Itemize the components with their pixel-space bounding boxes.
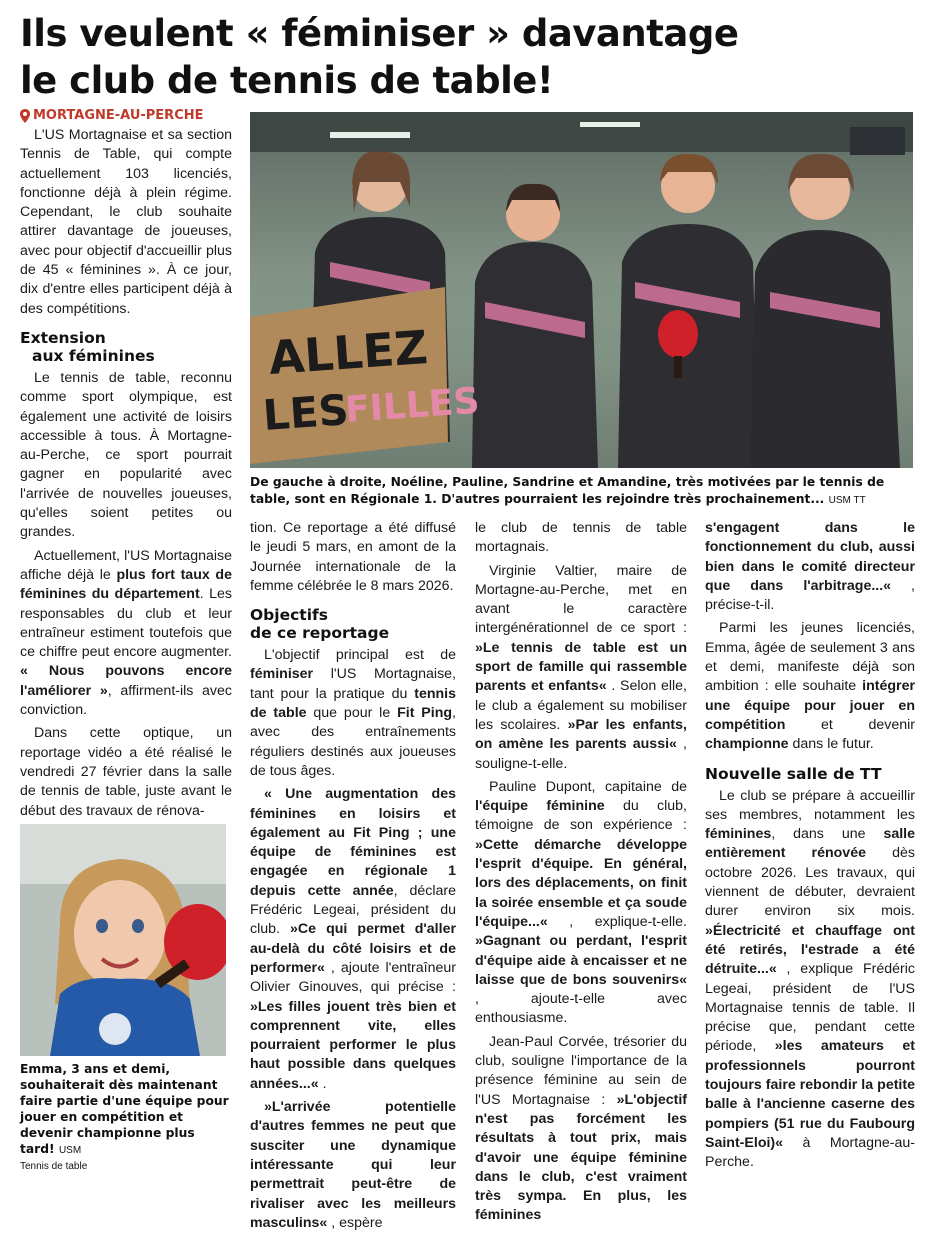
text-bold: championne bbox=[705, 736, 789, 753]
text-span: , déclare Frédéric Legeai, président du club. bbox=[250, 882, 456, 938]
subheading-objectifs-line2: de ce reportage bbox=[250, 624, 390, 643]
quote-bold: »Électricité et chauffage ont été retirés, l'estrade a été détruite...« bbox=[705, 922, 915, 978]
subheading-objectifs bbox=[250, 606, 456, 642]
paragraph-valtier bbox=[475, 562, 687, 774]
sign-text-filles: FILLES bbox=[343, 380, 481, 431]
headline bbox=[20, 10, 920, 104]
text-bold: l'équipe féminine bbox=[475, 798, 605, 815]
text-span: , avec des entraînements réguliers destinés aux joueuses de tous âges. bbox=[250, 705, 456, 779]
text-span: L'objectif principal est de bbox=[264, 647, 456, 664]
paragraph-reportage-end: tion. Ce reportage a été diffusé le jeudi 5 mars, en amont de la Journée internationale de la femme célébrée le 8 mars 2026. bbox=[250, 520, 456, 594]
text-span: , ajoute-t-elle avec enthousiasme. bbox=[475, 991, 687, 1027]
text-span: l'US Mortagnaise, tant pour la pratique du bbox=[250, 666, 456, 702]
paragraph-taux bbox=[20, 547, 232, 721]
quote-bold: »les amateurs et professionnels pourront toujours faire rebondir la petite balle à l'ancienne caserne des pompiers (51 rue du Faubourg Saint-Eloi)« bbox=[705, 1038, 916, 1151]
location-pin-icon bbox=[20, 109, 30, 123]
quote-bold: »Gagnant ou perdant, l'esprit d'équipe aide à encaisser et ne laisse que de bons souvenirs« bbox=[475, 933, 687, 988]
location-tag bbox=[20, 108, 204, 123]
emma-photo-caption bbox=[20, 1061, 230, 1175]
team-photo-caption-text: De gauche à droite, Noéline, Pauline, Sandrine et Amandine, très motivées par le tennis de table, sont en Régionale 1. D'autres pourraient les rejoindre très prochainement... bbox=[250, 475, 885, 506]
location-label: MORTAGNE-AU-PERCHE bbox=[33, 108, 204, 123]
subheading-extension-line2: aux féminines bbox=[32, 346, 155, 365]
text-span: , explique Frédéric Legeai, président de l'US Mortagnaise tennis de table. Il précise que, pendant cette période, bbox=[705, 961, 915, 1055]
paragraph-dupont bbox=[475, 778, 687, 1029]
paragraph-reportage-start: Dans cette optique, un reportage vidéo a été réalisé le vendredi 27 février dans la salle de tennis de table, juste avant le début des travaux de rénova- bbox=[20, 725, 232, 819]
paragraph-objectif bbox=[250, 646, 456, 781]
text-span: que pour le bbox=[306, 705, 398, 722]
subheading-extension bbox=[20, 329, 232, 365]
text-span: Parmi les jeunes licenciés, Emma, âgée de seulement 3 ans et demi, manifeste déjà son ambition : elle souhaite bbox=[705, 620, 915, 695]
team-photo-caption bbox=[250, 474, 915, 509]
emma-credit-a: USM bbox=[58, 1145, 82, 1156]
quote-bold: »L'arrivée potentielle d'autres femmes ne peut que susciter une dynamique intéressante qui leur permettrait peut-être de rivaliser avec les meilleurs masculins« bbox=[250, 1099, 456, 1231]
text-span: , ajoute l'entraîneur Olivier Ginouves, qui précise : bbox=[250, 959, 456, 996]
team-photo bbox=[250, 112, 913, 468]
quote-bold: »Le tennis de table est un sport de famille qui rassemble parents et enfants« bbox=[475, 639, 687, 695]
article-column-3 bbox=[475, 519, 687, 1230]
text-bold: féminiser bbox=[250, 666, 314, 683]
quote-bold: »Par les enfants, on amène les parents aussi« bbox=[475, 716, 687, 753]
quote-bold: »Les filles jouent très bien et comprennent vite, elles pourraient performer le plus haut possible dans quelques années...« bbox=[250, 998, 456, 1092]
text-span: Actuellement, l'US Mortagnaise affiche déjà le bbox=[20, 547, 232, 583]
quote-bold: « Une augmentation des féminines en loisirs et également au Fit Ping ; une équipe de féminines est engagée en régionale 1 depuis cette année bbox=[250, 786, 456, 899]
text-span: . bbox=[318, 1075, 327, 1092]
quote-bold: »Cette démarche développe l'esprit d'équipe. En général, lors des déplacements, on finit la soirée ensemble et ça soude l'équipe...« bbox=[475, 836, 687, 930]
text-span: Jean-Paul Corvée, trésorier du club, souligne l'importance de la présence féminine au sein de l'US Mortagnaise : bbox=[475, 1033, 687, 1108]
paragraph-corvee-end bbox=[705, 519, 915, 615]
text-span: , précise-t-il. bbox=[705, 577, 915, 614]
text-span: , dans une bbox=[771, 826, 884, 843]
text-span: , souligne-t-elle. bbox=[475, 736, 687, 772]
paragraph-olympic: Le tennis de table, reconnu comme sport olympique, est également une activité de loisirs accessible à tous. À Mortagne-au-Perche, ce sport pourrait gagner en popularité avec l'arrivée de nouvelles joueuses, qu'elles soient petites ou grandes. bbox=[20, 369, 232, 541]
subheading-extension-line1: Extension bbox=[20, 328, 106, 347]
text-span: . Les responsables du club et leur entraîneur estiment toutefois que ce chiffre peut encore augmenter. bbox=[20, 586, 232, 661]
text-span: du club, témoigne de son expérience : bbox=[475, 798, 687, 834]
quote-bold: »Ce qui permet d'aller au-delà du côté loisirs et de performer« bbox=[250, 921, 456, 976]
subheading-objectifs-line1: Objectifs bbox=[250, 606, 328, 625]
team-photo-credit: USM TT bbox=[828, 495, 866, 506]
quote-bold: s'engagent dans le fonctionnement du club, aussi bien dans le comité directeur que dans l'arbitrage...« bbox=[705, 520, 915, 594]
paragraph-salle bbox=[705, 787, 915, 1173]
text-bold: plus fort taux de féminines du département bbox=[20, 566, 232, 603]
quote-bold: »L'objectif n'est pas forcément les résultats à tout prix, mais d'avoir une équipe féminine dans le club, c'est vraiment très sympa. En plus, les féminines bbox=[475, 1091, 687, 1224]
text-bold: Fit Ping bbox=[397, 705, 453, 722]
paragraph-corvee bbox=[475, 1033, 687, 1226]
text-span: , affirment-ils avec conviction. bbox=[20, 682, 232, 719]
text-span: Virginie Valtier, maire de Mortagne-au-Perche, met en avant le caractère intergénérationnel de ce sport : bbox=[475, 562, 687, 637]
paragraph-emma bbox=[705, 619, 915, 754]
article-column-2 bbox=[250, 519, 456, 1237]
article-column-1 bbox=[20, 126, 232, 825]
text-span: dans le futur. bbox=[788, 736, 874, 753]
text-span: Le club se prépare à accueillir ses membres, notamment les bbox=[705, 787, 915, 823]
text-bold: salle entièrement rénovée bbox=[705, 826, 915, 862]
headline-line-1: Ils veulent « féminiser » davantage bbox=[20, 12, 739, 55]
emma-credit-b: Tennis de table bbox=[20, 1161, 88, 1172]
intro-paragraph: L'US Mortagnaise et sa section Tennis de Table, qui compte actuellement 103 licenciés, fonctionne déjà à plein régime. Cependant, le club souhaite attirer davantage de joueuses, avec pour objectif d'accueillir plus de 45 « féminines ». À ce jour, dix d'entre elles participent déjà à des compétitions. bbox=[20, 127, 232, 317]
quote-bold: « Nous pouvons encore l'améliorer » bbox=[20, 663, 232, 699]
text-bold: intégrer une équipe pour jouer en compétition bbox=[705, 678, 915, 733]
text-span: . Selon elle, le club a également su mobiliser les scolaires. bbox=[475, 678, 687, 733]
paragraph-legeai bbox=[250, 785, 456, 1094]
emma-caption-text: Emma, 3 ans et demi, souhaiterait dès maintenant faire partie d'une équipe pour jouer en compétition et devenir championne plus tard! bbox=[20, 1062, 229, 1156]
text-span: dès octobre 2026. Les travaux, qui viennent de débuter, devraient durer environ six mois. bbox=[705, 845, 915, 920]
text-span: Pauline Dupont, capitaine de bbox=[489, 778, 687, 795]
sign-text-les: LES bbox=[261, 385, 351, 440]
emma-photo bbox=[20, 824, 226, 1056]
text-span: , explique-t-elle. bbox=[547, 913, 687, 930]
text-span: , espère bbox=[327, 1214, 383, 1231]
text-span: et devenir bbox=[785, 716, 915, 733]
sign-text-allez: ALLEZ bbox=[267, 320, 430, 385]
subheading-salle: Nouvelle salle de TT bbox=[705, 764, 882, 783]
text-bold: tennis de table bbox=[250, 685, 456, 722]
text-span: à Mortagne-au-Perche. bbox=[705, 1134, 915, 1171]
text-bold: féminines bbox=[705, 826, 772, 843]
headline-line-2: le club de tennis de table! bbox=[20, 59, 554, 102]
article-column-4 bbox=[705, 519, 915, 1177]
paragraph-arrivee bbox=[250, 1098, 456, 1233]
paragraph-club-end: le club de tennis de table mortagnais. bbox=[475, 520, 687, 556]
